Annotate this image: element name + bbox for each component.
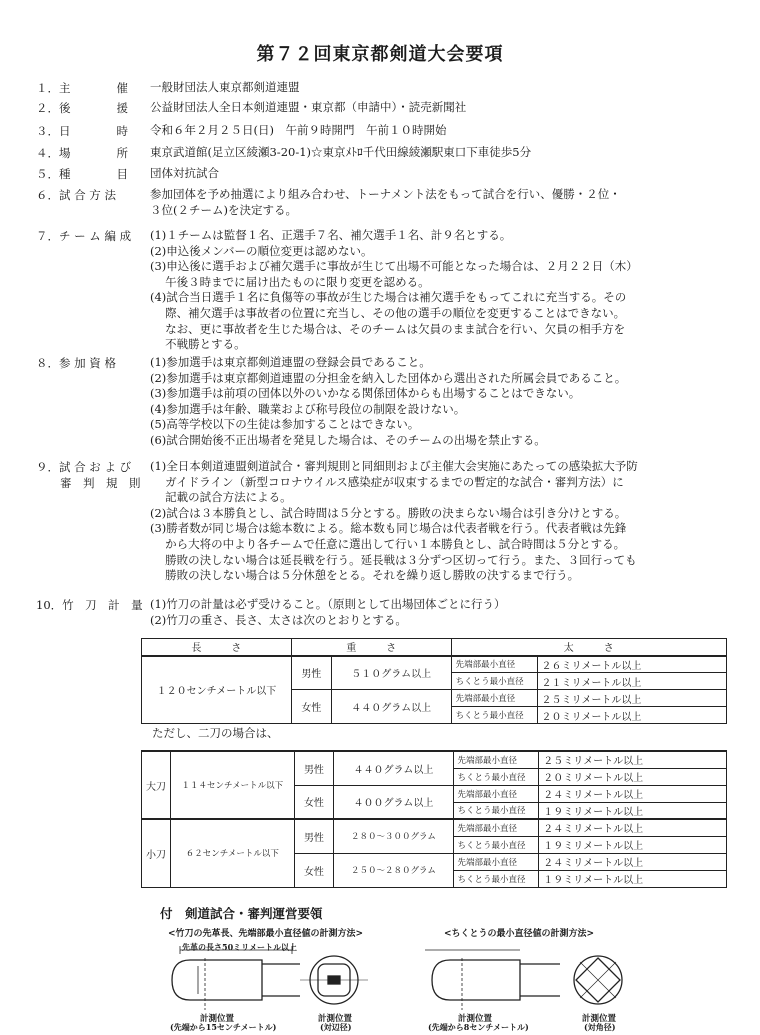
section-line: (3)参加選手は前項の団体以外のいかなる関係団体からも出場することはできない。 — [150, 386, 581, 401]
diagram2-section-note: (対角径) — [584, 1022, 616, 1032]
header-weight: 重 さ — [291, 639, 451, 656]
section-heading: １．主 催 — [36, 81, 128, 95]
weight-cell: ２８０～３００グラム — [334, 819, 453, 853]
diameter-label: 先端部最小直径 — [451, 656, 537, 673]
length-cell: ６２センチメートル以下 — [171, 819, 295, 887]
nito-note: ただし、二刀の場合は、 — [152, 726, 279, 740]
section-line: 団体対抗試合 — [150, 166, 219, 180]
section-line: (4)参加選手は年齢、職業および称号段位の制限を設けない。 — [150, 401, 466, 416]
diagram1-title: <竹刀の先革長、先端部最小直径値の計測方法> — [168, 929, 364, 939]
section-line: 午後３時までに届け出たものに限り変更を認める。 — [150, 274, 430, 289]
shinai-tip-diagram — [0, 940, 760, 1035]
section-heading: 10．竹 刀 計 量 — [36, 598, 143, 612]
section-line: 令和６年２月２５日(日) 午前９時開門 午前１０時開始 — [150, 123, 447, 137]
diameter-value: １９ミリメートル以上 — [539, 802, 727, 819]
section-line: (1)竹刀の計量は必ず受けること。（原則として出場団体ごとに行う） — [150, 597, 506, 611]
section-line: (4)試合当日選手１名に負傷等の事故が生じた場合は補欠選手をもってこれに充当する。その — [150, 290, 627, 305]
section-line: ３位(２チーム)を決定する。 — [150, 202, 297, 217]
section-line: (3)勝者数が同じ場合は総本数による。総本数も同じ場合は代表者戦を行う。代表者戦は先鋒 — [150, 521, 627, 536]
diameter-label: ちくとう最小直径 — [453, 870, 539, 887]
section-line: 記載の試合方法による。 — [150, 490, 292, 505]
diameter-value: ２５ミリメートル以上 — [537, 690, 726, 707]
diameter-label: 先端部最小直径 — [453, 785, 539, 802]
sex-cell: 女性 — [294, 853, 334, 887]
sex-cell: 女性 — [294, 785, 334, 819]
section-body — [150, 80, 740, 96]
header-diameter: 太 さ — [451, 639, 726, 656]
appendix-title: 付 剣道試合・審判運営要領 — [160, 906, 323, 921]
section-line: なお、更に事故者を生じた場合は、そのチームは欠員のまま試合を行い、欠員の相手方を — [150, 321, 626, 336]
section-line: (1)全日本剣道連盟剣道試合・審判規則と同細則および主催大会実施にあたっての感染拡大予防 — [150, 459, 638, 473]
section-body — [150, 166, 740, 182]
diagram1-measure-label: 計測位置 — [200, 1014, 235, 1024]
section-heading: ４．場 所 — [36, 146, 128, 160]
section-body — [150, 597, 740, 628]
section-line: (2)試合は３本勝負とし、試合時間は５分とする。勝敗の決まらない場合は引き分けとする。 — [150, 505, 627, 520]
diagram2-measure-note: (先端から8センチメートル) — [428, 1022, 529, 1032]
diameter-value: １９ミリメートル以上 — [539, 836, 727, 853]
diameter-value: ２０ミリメートル以上 — [537, 707, 726, 724]
section-line: 勝敗の決しない場合は延長戦を行う。延長戦は３分ずつ区切って行う。また、３回行っても — [150, 552, 637, 567]
diagram2-section-label: 計測位置 — [582, 1014, 617, 1024]
diameter-label: ちくとう最小直径 — [453, 802, 539, 819]
section-line: 勝敗の決しない場合は５分休憩をとる。それを繰り返し勝敗の決するまで行う。 — [150, 568, 580, 583]
diameter-value: １９ミリメートル以上 — [539, 870, 727, 887]
section-line: (2)申込後メンバーの順位変更は認めない。 — [150, 243, 373, 258]
length-cell: １１４センチメートル以下 — [171, 751, 295, 819]
section-heading: ７．チ ー ム 編 成 — [36, 229, 132, 243]
section-line: 際、補欠選手は事故者の位置に充当し、その他の選手の順位を変更することはできない。 — [150, 305, 626, 320]
section-body — [150, 100, 740, 116]
section-line: (1)１チームは監督１名、正選手７名、補欠選手１名、計９名とする。 — [150, 228, 512, 242]
section-line: 一般財団法人東京都剣道連盟 — [150, 80, 300, 94]
nito-spec-table — [141, 750, 727, 888]
section-line: (1)参加選手は東京都剣道連盟の登録会員であること。 — [150, 355, 431, 369]
diameter-label: ちくとう最小直径 — [451, 707, 537, 724]
diameter-value: ２４ミリメートル以上 — [539, 853, 727, 870]
section-line: 公益財団法人全日本剣道連盟・東京都（申請中）・読売新聞社 — [150, 100, 467, 114]
diameter-value: ２０ミリメートル以上 — [539, 768, 727, 785]
section-line: (6)試合開始後不正出場者を発見した場合は、そのチームの出場を禁止する。 — [150, 432, 546, 447]
shinai-spec-table — [141, 638, 727, 724]
diameter-value: ２６ミリメートル以上 — [537, 656, 726, 673]
section-body — [150, 145, 740, 161]
diagram1-subtitle: 先革の長さ50ミリメートル以上 — [182, 942, 297, 952]
diameter-label: 先端部最小直径 — [453, 819, 539, 836]
sex-cell: 男性 — [291, 656, 331, 690]
section-line: (2)竹刀の重さ、長さ、太さは次のとおりとする。 — [150, 612, 407, 627]
section-line: (5)高等学校以下の生徒は参加することはできない。 — [150, 417, 420, 432]
section-line: (3)申込後に選手および補欠選手に事故が生じて出場不可能となった場合は、２月２２日（木） — [150, 259, 638, 274]
diagram2-title: <ちくとうの最小直径値の計測方法> — [444, 929, 595, 939]
section-body — [150, 187, 740, 218]
diameter-label: 先端部最小直径 — [453, 751, 539, 768]
section-heading-line2: 審 判 規 則 — [60, 476, 141, 490]
length-cell: １２０センチメートル以下 — [142, 656, 292, 724]
group-name: 小刀 — [142, 819, 171, 887]
section-body — [150, 355, 740, 449]
diagram1-measure-note: (先端から15センチメートル) — [170, 1022, 277, 1032]
sex-cell: 男性 — [294, 819, 334, 853]
group-name: 大刀 — [142, 751, 171, 819]
diameter-label: ちくとう最小直径 — [451, 673, 537, 690]
section-body — [150, 459, 740, 584]
page-title: 第７２回東京都剣道大会要項 — [256, 44, 504, 65]
diagram2-measure-label: 計測位置 — [458, 1014, 493, 1024]
section-body — [150, 228, 740, 353]
section-line: ガイドライン（新型コロナウイルス感染症が収束するまでの暫定的な試合・審判方法）に — [150, 474, 624, 489]
sex-cell: 男性 — [294, 751, 334, 785]
weight-cell: ２５０～２８０グラム — [334, 853, 453, 887]
section-line: から大将の中より各チームで任意に選出して行い１本勝負とし、試合時間は５分とする。 — [150, 536, 626, 551]
weight-cell: ５１０グラム以上 — [331, 656, 451, 690]
diagram1-section-note: (対辺径) — [320, 1022, 352, 1032]
section-line: 参加団体を予め抽選により組み合わせ、トーナメント法をもって試合を行い、優勝・２位・ — [150, 187, 621, 201]
section-line: 不戦勝とする。 — [150, 337, 246, 352]
section-heading: ５．種 目 — [36, 167, 128, 181]
diameter-value: ２４ミリメートル以上 — [539, 785, 727, 802]
diameter-value: ２５ミリメートル以上 — [539, 751, 727, 768]
diameter-label: 先端部最小直径 — [451, 690, 537, 707]
weight-cell: ４００グラム以上 — [334, 785, 453, 819]
section-body — [150, 123, 740, 139]
section-heading: ８．参 加 資 格 — [36, 356, 116, 370]
section-heading: ９．試 合 お よ び — [36, 460, 132, 474]
section-heading: ６．試 合 方 法 — [36, 188, 116, 202]
diagram1-section-label: 計測位置 — [318, 1014, 353, 1024]
section-line: (2)参加選手は東京都剣道連盟の分担金を納入した団体から選出された所属会員であること。 — [150, 370, 627, 385]
diameter-label: ちくとう最小直径 — [453, 836, 539, 853]
section-heading: ３．日 時 — [36, 124, 128, 138]
header-length: 長 さ — [142, 639, 292, 656]
diameter-label: 先端部最小直径 — [453, 853, 539, 870]
weight-cell: ４４０グラム以上 — [334, 751, 453, 785]
diameter-value: ２１ミリメートル以上 — [537, 673, 726, 690]
diameter-label: ちくとう最小直径 — [453, 768, 539, 785]
section-line: 東京武道館(足立区綾瀬3-20-1)☆東京ﾒﾄﾛ千代田線綾瀬駅東口下車徒歩5分 — [150, 145, 532, 159]
diameter-value: ２４ミリメートル以上 — [539, 819, 727, 836]
sex-cell: 女性 — [291, 690, 331, 724]
weight-cell: ４４０グラム以上 — [331, 690, 451, 724]
section-heading: ２．後 援 — [36, 101, 128, 115]
